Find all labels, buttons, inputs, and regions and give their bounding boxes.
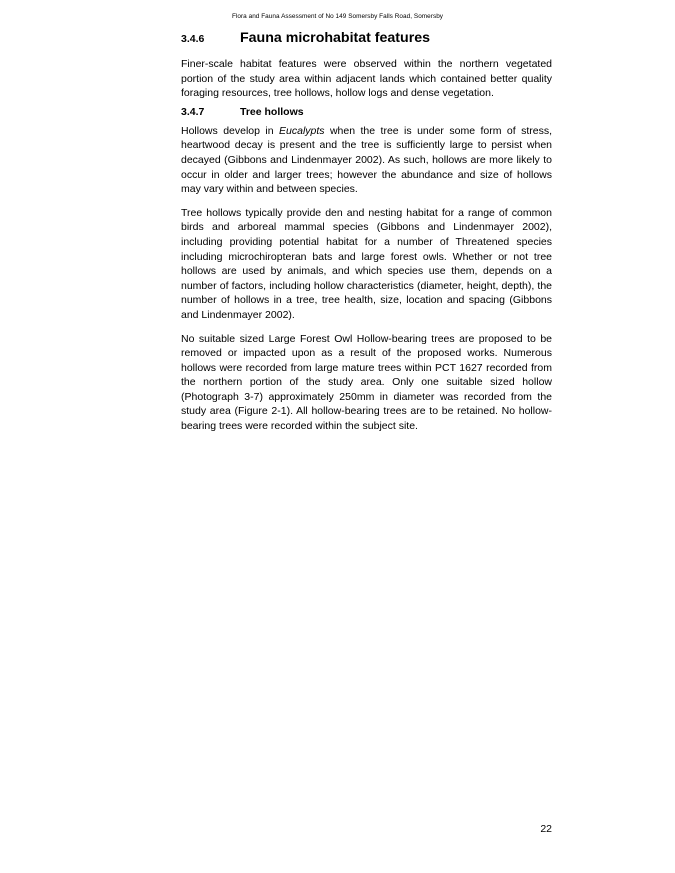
section-title: Tree hollows [240,105,304,118]
running-header: Flora and Fauna Assessment of No 149 Somersby Falls Road, Somersby [231,13,444,20]
section-heading-3-4-6 [181,30,552,52]
page-number: 22 [540,823,552,835]
species-italic: Eucalypts [279,124,325,137]
section-number: 3.4.7 [181,105,205,118]
section-title: Fauna microhabitat features [240,30,431,46]
paragraph-microhabitat: Finer-scale habitat features were observed within the northern vegetated portion of the study area within adjacent lands which contained better quality foraging resources, tree hollows, hollow logs and dense vegetation. [181,58,552,100]
paragraph-text: when the tree is under some form of stress, heartwood decay is present and the tree is sufficiently large to persist when decayed (Gibbons and Lindenmayer 2002). As such, hollows are more likely to occur in older and larger trees; however the abundance and size of hollows may vary within and between species. [181,124,553,196]
section-number: 3.4.6 [181,33,205,45]
section-heading-3-4-7 [181,106,552,121]
paragraph-hollow-findings: No suitable sized Large Forest Owl Hollow-bearing trees are proposed to be removed or impacted upon as a result of the proposed works. Numerous hollows were recorded from large mature trees within PCT 1627 recorded from the northern portion of the study area. Only one suitable sized hollow (Photograph 3-7) approximately 250mm in diameter was recorded from the study area (Figure 2-1). All hollow-bearing trees are to be retained. No hollow-bearing trees were recorded within the subject site. [181,332,552,433]
paragraph-hollow-habitat: Tree hollows typically provide den and nesting habitat for a range of common birds and arboreal mammal species (Gibbons and Lindenmayer 2002), including providing potential habitat for a number of Threatened species including microchiropteran bats and large forest owls. Whether or not tree hollows are used by animals, and which species use them, depends on a number of factors, including hollow characteristics (diameter, height, depth), the number of hollows in a tree, tree health, size, location and spacing (Gibbons and Lindenmayer 2002). [181,206,552,321]
paragraph-hollows-develop [181,124,552,197]
document-body [181,28,552,434]
paragraph-text: Hollows develop in [181,124,280,137]
